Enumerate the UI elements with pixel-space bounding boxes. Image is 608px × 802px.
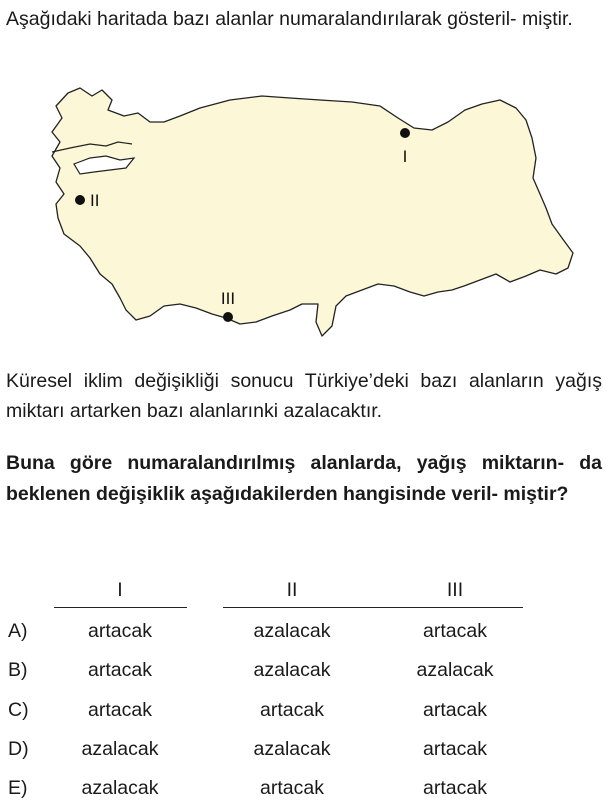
map-point-iii bbox=[221, 289, 235, 322]
question-text: Buna göre numaralandırılmış alanlarda, yağış miktarın- da beklenen değişiklik aşağıdakilerden hangisinde veril- miştir? bbox=[6, 452, 602, 505]
option-cell: artacak bbox=[260, 699, 324, 721]
header-iii: III bbox=[446, 579, 464, 601]
map-label-ii: II bbox=[90, 191, 100, 210]
option-cell: azalacak bbox=[81, 777, 159, 799]
option-cell: artacak bbox=[88, 659, 152, 681]
header-rule-ii-iii bbox=[223, 607, 523, 608]
option-letter: C) bbox=[8, 699, 29, 721]
map-label-iii: III bbox=[220, 289, 236, 308]
option-cell: azalacak bbox=[253, 659, 331, 681]
header-rule-i bbox=[54, 607, 187, 608]
question-stem: Küresel iklim değişikliği sonucu Türkiye’deki bazı alanların yağış miktarı artarken bazı alanlarınki azalacaktır. bbox=[6, 370, 602, 422]
option-cell: azalacak bbox=[253, 620, 331, 642]
turkey-map bbox=[40, 78, 585, 348]
option-cell: artacak bbox=[260, 777, 324, 799]
option-cell: artacak bbox=[423, 699, 487, 721]
option-cell: azalacak bbox=[416, 659, 494, 681]
option-letter: D) bbox=[8, 738, 29, 760]
option-cell: artacak bbox=[423, 777, 487, 799]
header-ii: II bbox=[286, 579, 298, 601]
header-i: I bbox=[117, 579, 123, 601]
option-letter: B) bbox=[8, 659, 28, 681]
option-letter: A) bbox=[8, 620, 28, 642]
option-cell: artacak bbox=[423, 738, 487, 760]
intro-text: Aşağıdaki haritada bazı alanlar numaralandırılarak gösteril- miştir. bbox=[6, 8, 573, 30]
map-label-i: I bbox=[402, 147, 408, 166]
option-cell: artacak bbox=[423, 620, 487, 642]
option-letter: E) bbox=[8, 777, 28, 799]
option-cell: artacak bbox=[88, 699, 152, 721]
option-cell: azalacak bbox=[81, 738, 159, 760]
map-landmass bbox=[52, 88, 573, 336]
option-cell: artacak bbox=[88, 620, 152, 642]
option-cell: azalacak bbox=[253, 738, 331, 760]
